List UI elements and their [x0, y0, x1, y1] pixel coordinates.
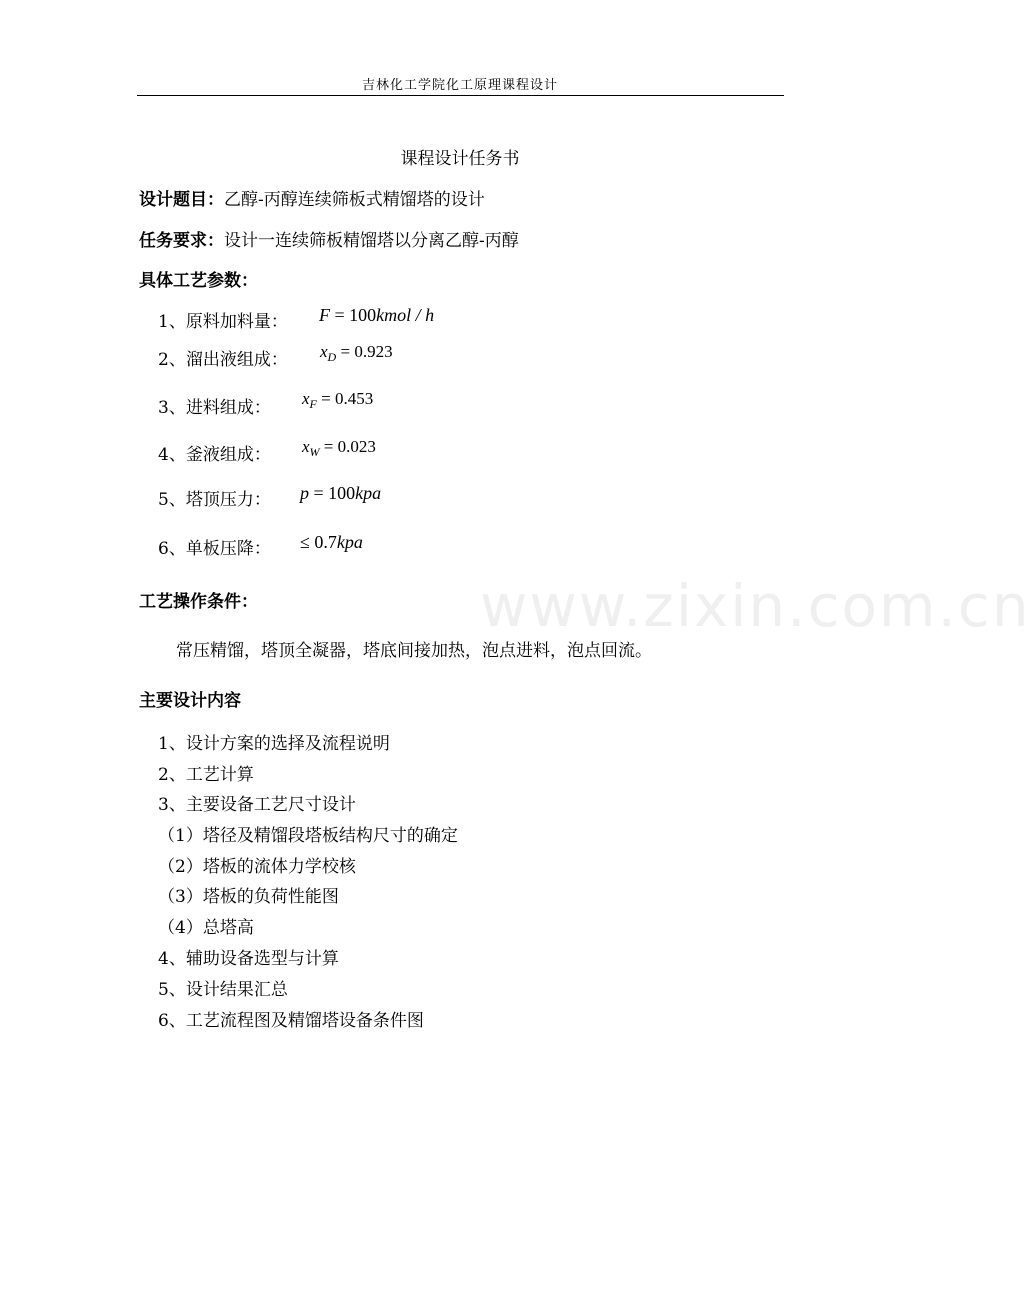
document-title: 课程设计任务书 [400, 149, 520, 169]
param-3-value: 0.453 [334, 389, 374, 408]
content-subitem-3: （3）塔板的负荷性能图 [158, 887, 339, 907]
param-1-op: = [330, 305, 350, 325]
param-1-label: 1、原料加料量： [158, 312, 288, 332]
param-6-op: ≤ [300, 532, 315, 552]
content-heading: 主要设计内容 [139, 691, 241, 711]
topic-line [139, 185, 485, 210]
params-heading: 具体工艺参数： [139, 271, 258, 291]
param-6-formula [300, 532, 363, 553]
param-2-formula [320, 342, 393, 365]
conditions-heading: 工艺操作条件： [139, 592, 258, 612]
param-5-var: p [300, 483, 309, 503]
param-6-label: 6、单板压降： [158, 539, 271, 559]
param-3-sub: F [309, 397, 317, 411]
param-4-value: 0.023 [337, 437, 376, 456]
topic-value: 乙醇-丙醇连续筛板式精馏塔的设计 [224, 190, 485, 210]
param-2-var: x [320, 342, 328, 361]
param-1-value: 100 [349, 305, 377, 325]
param-5-op: = [309, 483, 329, 503]
page-header: 吉林化工学院化工原理课程设计 [361, 78, 558, 93]
param-4-label: 4、釜液组成： [158, 445, 271, 465]
requirement-line [139, 226, 519, 251]
param-1-formula [319, 305, 434, 326]
watermark: www.zixin.com.cn [480, 572, 1031, 640]
param-2-label: 2、溜出液组成： [158, 350, 288, 370]
param-5-label: 5、塔顶压力： [158, 490, 271, 510]
conditions-text: 常压精馏，塔顶全凝器，塔底间接加热，泡点进料，泡点回流。 [176, 641, 652, 661]
param-4-var: x [302, 437, 310, 456]
content-subitem-4: （4）总塔高 [158, 918, 254, 938]
content-subitem-1: （1）塔径及精馏段塔板结构尺寸的确定 [158, 826, 458, 846]
param-6-unit: kpa [336, 532, 363, 552]
param-4-op: = [319, 437, 338, 456]
content-item-3: 3、主要设备工艺尺寸设计 [158, 795, 356, 815]
content-subitem-2: （2）塔板的流体力学校核 [158, 857, 356, 877]
param-5-value: 100 [328, 483, 356, 503]
requirement-value: 设计一连续筛板精馏塔以分离乙醇-丙醇 [224, 231, 519, 251]
content-item-6: 6、工艺流程图及精馏塔设备条件图 [158, 1011, 424, 1031]
param-4-formula [302, 437, 376, 460]
content-item-5: 5、设计结果汇总 [158, 980, 288, 1000]
param-5-formula [300, 483, 381, 504]
param-2-op: = [336, 342, 355, 361]
param-4-sub: W [309, 445, 320, 459]
param-3-label: 3、进料组成： [158, 398, 271, 418]
param-2-sub: D [327, 350, 337, 364]
param-1-unit: kmol / h [376, 305, 435, 325]
param-6-value: 0.7 [314, 532, 337, 552]
param-2-value: 0.923 [354, 342, 393, 361]
param-5-unit: kpa [355, 483, 382, 503]
topic-label: 设计题目： [139, 190, 224, 210]
param-1-var: F [319, 305, 330, 325]
param-3-formula [302, 389, 373, 412]
param-3-var: x [302, 389, 310, 408]
content-item-4: 4、辅助设备选型与计算 [158, 949, 339, 969]
content-item-1: 1、设计方案的选择及流程说明 [158, 734, 390, 754]
header-divider [137, 95, 784, 96]
param-3-op: = [316, 389, 335, 408]
content-item-2: 2、工艺计算 [158, 765, 254, 785]
requirement-label: 任务要求： [139, 231, 224, 251]
